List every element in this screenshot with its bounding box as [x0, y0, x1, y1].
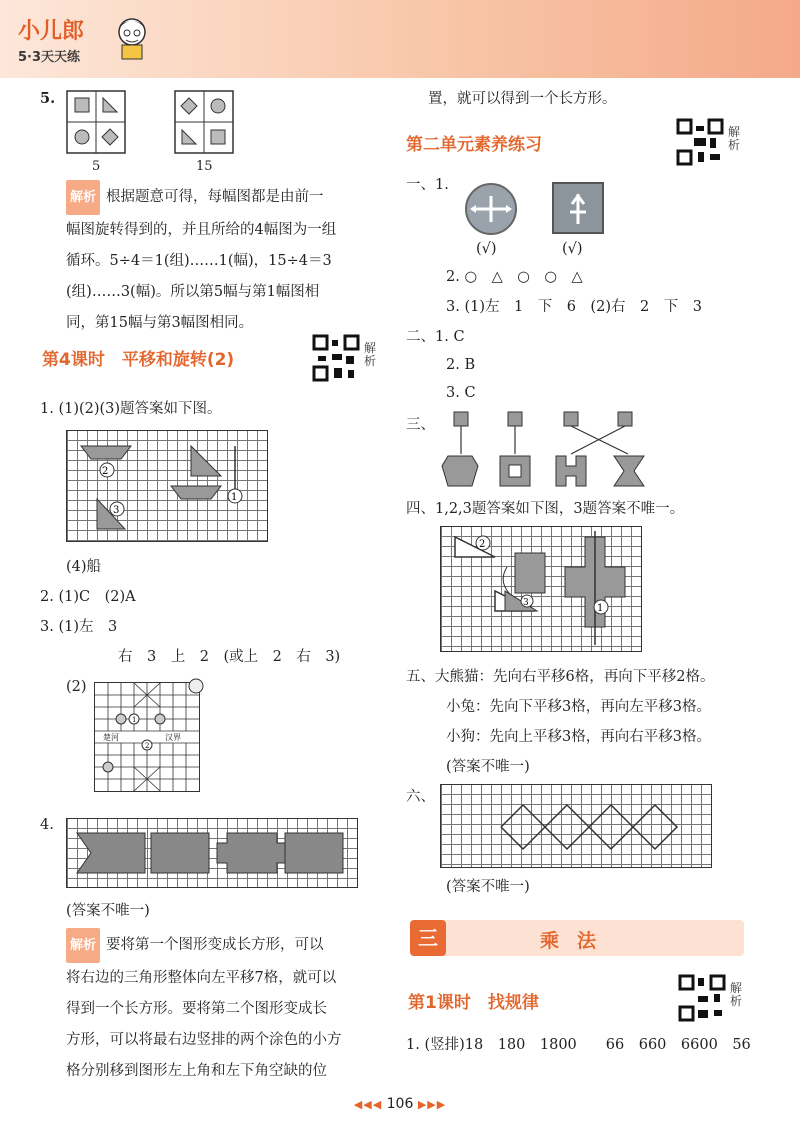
qr-code-icon-3[interactable]: [678, 974, 726, 1022]
analysis-2-continued: 置，就可以得到一个长方形。: [428, 91, 617, 107]
analysis-1-line-3: 循环。5÷4＝1(组)……1(幅)，15÷4＝3: [66, 253, 332, 269]
analysis-1-line-5: 同，第15幅与第3幅图相同。: [66, 315, 254, 331]
svg-text:2: 2: [102, 466, 109, 477]
q3-line-1: 3. (1)左 3: [40, 619, 118, 635]
s4-grid: [440, 526, 642, 652]
chess-river-left: 楚河: [103, 733, 119, 742]
qr-label-3: 解析: [730, 981, 743, 1008]
analysis-1-line-4: (组)……3(幅)。所以第5幅与第1幅图相: [66, 284, 320, 300]
s2-q3-answer: 3. C: [446, 385, 476, 401]
analysis-1: [66, 180, 386, 339]
s1-q2-answer: 2. ○ △ ○ ○ △: [446, 269, 583, 285]
q5-label-b: 15: [196, 159, 213, 174]
s3-label: 三、: [406, 417, 435, 433]
q4-number: 4.: [40, 817, 54, 833]
q3-line-2: 右 3 上 2 (或上 2 右 3): [118, 649, 341, 665]
check-mark-2: (√): [562, 241, 583, 257]
q4-note: (答案不唯一): [66, 903, 150, 919]
analysis-2-line-1: 要将第一个图形变成长方形，可以: [106, 937, 324, 953]
lesson-4-title: 第4课时 平移和旋转(2): [42, 350, 235, 370]
s6-grid: [440, 784, 712, 868]
s1-q3-answer: 3. (1)左 1 下 6 (2)右 2 下 3: [446, 299, 702, 315]
analysis-tag: 解析: [66, 180, 100, 215]
roundabout-sign-icon: [464, 182, 518, 236]
q5-figure-a: [66, 90, 126, 154]
q1-grid: [66, 430, 268, 542]
qr-label-2: 解析: [728, 125, 741, 152]
svg-text:3: 3: [523, 598, 529, 608]
analysis-tag-2: 解析: [66, 928, 100, 963]
q2-answer: 2. (1)C (2)A: [40, 589, 136, 605]
lesson-1-title: 第1课时 找规律: [408, 993, 539, 1013]
analysis-1-line-1: 根据题意可得，每幅图都是由前一: [106, 189, 324, 205]
s5-line-2: 小兔：先向下平移3格，再向左平移3格。: [446, 699, 711, 715]
analysis-2-line-4: 方形，可以将最右边竖排的两个涂色的小方: [66, 1032, 342, 1048]
lesson-1-q1: 1. (竖排)18 180 1800 66 660 6600 56: [406, 1037, 751, 1053]
s2-q2-answer: 2. B: [446, 357, 476, 373]
q5-label-a: 5: [92, 159, 101, 174]
svg-text:3: 3: [113, 505, 120, 516]
page-footer: [0, 1096, 800, 1112]
svg-text:2: 2: [145, 742, 150, 750]
mascot-icon: [112, 14, 152, 62]
chess-river-right: 汉界: [165, 733, 181, 742]
check-mark-1: (√): [476, 241, 497, 257]
qr-label: 解析: [364, 341, 377, 368]
analysis-2-line-3: 得到一个长方形。要将第二个图形变成长: [66, 1001, 327, 1017]
svg-text:1: 1: [231, 492, 238, 503]
unit-3-number: 三: [410, 920, 446, 956]
brand-logo: 小儿郎: [18, 19, 85, 44]
next-arrows-icon: ▶▶▶: [417, 1098, 447, 1111]
road-sign-icon: [552, 182, 604, 234]
s1-q1-label: 一、1.: [406, 177, 449, 193]
s3-matching-figure: [438, 410, 668, 490]
page-header: [0, 0, 800, 78]
qr-code-icon[interactable]: [312, 334, 360, 382]
analysis-1-line-2: 幅图旋转得到的，并且所给的4幅图为一组: [66, 222, 337, 238]
s4-text: 四、1,2,3题答案如下图，3题答案不唯一。: [406, 501, 685, 517]
s6-note: (答案不唯一): [446, 879, 530, 895]
svg-text:1: 1: [132, 716, 137, 724]
q3-2-label: (2): [66, 679, 87, 695]
q4-grid: [66, 818, 358, 888]
analysis-2-line-2: 将右边的三角形整体向左平移7格，就可以: [66, 970, 337, 986]
s5-note: (答案不唯一): [446, 759, 530, 775]
q1-text: 1. (1)(2)(3)题答案如下图。: [40, 401, 222, 417]
qr-code-icon-2[interactable]: [676, 118, 724, 166]
analysis-2-line-5: 格分别移到图形左上角和左下角空缺的位: [66, 1063, 327, 1079]
chess-board: [94, 682, 200, 792]
prev-arrows-icon: ◀◀◀: [353, 1098, 383, 1111]
s5-line-1: 五、大熊猫：先向右平移6格，再向下平移2格。: [406, 669, 715, 685]
chess-piece-icon: [188, 678, 204, 694]
unit-2-title: 第二单元素养练习: [406, 135, 542, 155]
svg-text:2: 2: [479, 539, 486, 550]
svg-text:1: 1: [597, 603, 604, 614]
s6-label: 六、: [406, 789, 435, 805]
s2-q1-answer: 二、1. C: [406, 329, 465, 345]
analysis-2: [66, 928, 386, 1087]
page-number: 106: [386, 1096, 414, 1112]
q5-figure-b: [174, 90, 234, 154]
brand-subtitle: 5·3天天练: [18, 50, 81, 65]
question-5-number: 5.: [40, 90, 56, 107]
s5-line-3: 小狗：先向上平移3格，再向右平移3格。: [446, 729, 711, 745]
q1-4-answer: (4)船: [66, 559, 102, 575]
unit-3-title: 乘法: [540, 930, 615, 952]
